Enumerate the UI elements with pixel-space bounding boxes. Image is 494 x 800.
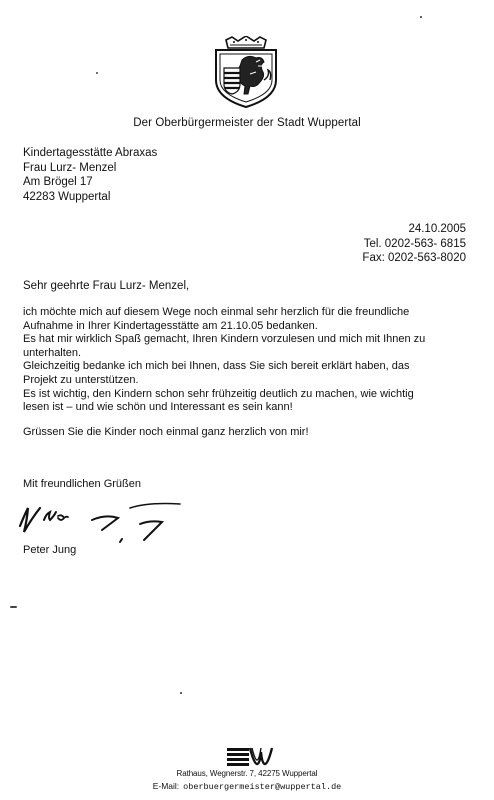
scan-speck	[10, 606, 17, 608]
fax: Fax: 0202-563-8020	[362, 252, 466, 264]
date-contact-block	[362, 222, 466, 266]
regards: Mit freundlichen Grüßen	[23, 478, 141, 490]
body-line: Es hat mir wirklich Spaß gemacht, Ihren Kindern vorzulesen und mich mit Ihnen zu	[23, 333, 426, 346]
recipient-line: Frau Lurz- Menzel	[23, 161, 117, 174]
scan-speck	[180, 692, 182, 694]
signer-name: Peter Jung	[23, 544, 77, 556]
letter-date: 24.10.2005	[408, 223, 466, 235]
letter-body	[23, 306, 473, 415]
body-line: unterhalten.	[23, 346, 82, 359]
closing-line: Grüssen Sie die Kinder noch einmal ganz herzlich von mir!	[23, 426, 309, 438]
city-coat-of-arms-icon	[212, 36, 280, 108]
body-line: Aufnahme in Ihrer Kindertagesstätte am 21.10.05 bedanken.	[23, 319, 318, 332]
recipient-address	[23, 146, 157, 204]
body-line: ich möchte mich auf diesem Wege noch einmal sehr herzlich für die freundliche	[23, 306, 410, 318]
footer-address: Rathaus, Wegnerstr. 7, 42275 Wuppertal	[176, 769, 318, 778]
recipient-line: 42283 Wuppertal	[23, 190, 111, 203]
email-label: E-Mail:	[152, 781, 180, 791]
footer-email	[0, 781, 494, 792]
body-line: lesen ist – und wie schön und Interessant es sein kann!	[23, 401, 293, 414]
handwritten-signature	[14, 496, 194, 546]
salutation: Sehr geehrte Frau Lurz- Menzel,	[23, 280, 190, 292]
body-line: Gleichzeitig bedanke ich mich bei Ihnen, dass Sie sich bereit erklärt haben, das	[23, 360, 410, 373]
scan-speck	[420, 16, 422, 18]
scan-speck	[96, 72, 98, 74]
recipient-line: Am Brögel 17	[23, 176, 93, 188]
sender-heading: Der Oberbürgermeister der Stadt Wuppertal	[133, 117, 361, 129]
email-link[interactable]: oberbuergermeister@wuppertal.de	[183, 782, 342, 792]
telephone: Tel. 0202-563- 6815	[363, 237, 466, 250]
city-wave-logo-icon	[226, 744, 274, 768]
recipient-line: Kindertagesstätte Abraxas	[23, 147, 158, 159]
body-line: Es ist wichtig, den Kindern schon sehr frühzeitig deutlich zu machen, wie wichtig	[23, 387, 414, 400]
body-line: Projekt zu unterstützen.	[23, 373, 139, 386]
